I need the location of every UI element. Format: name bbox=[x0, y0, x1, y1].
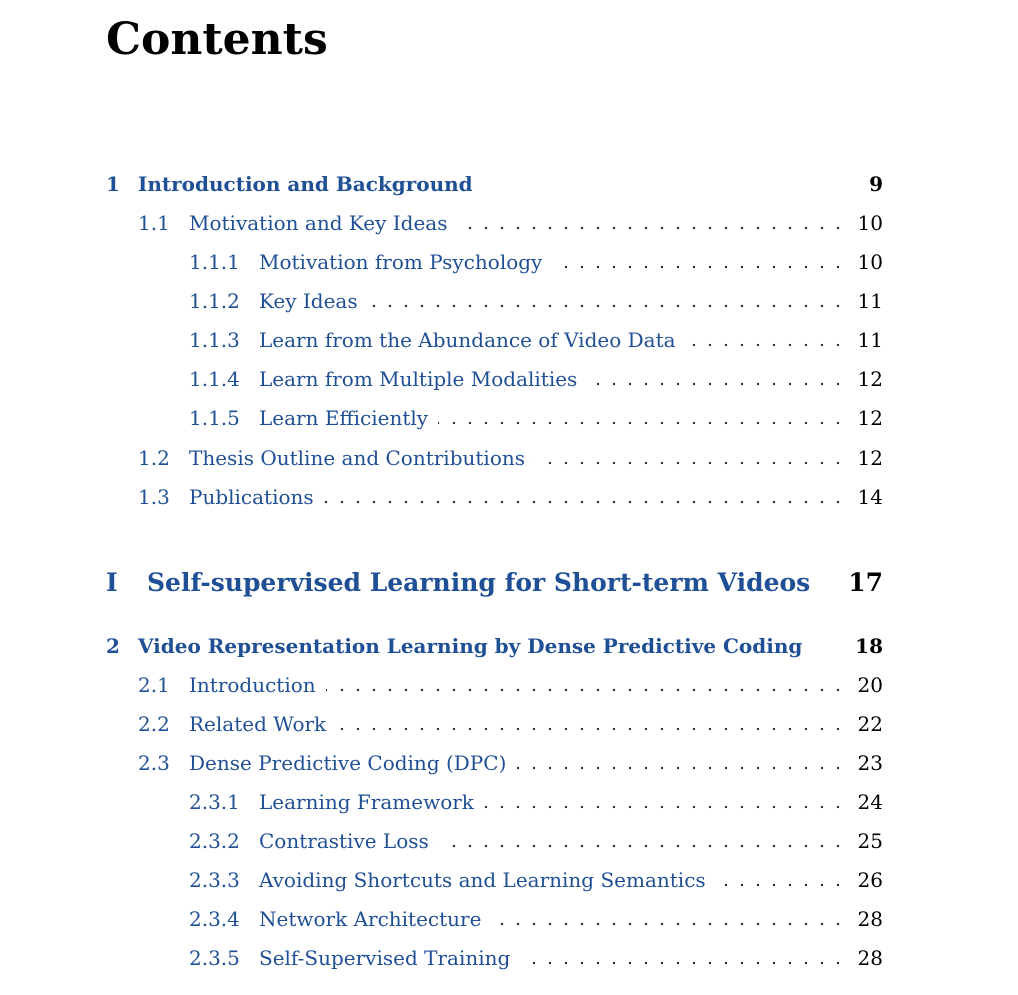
toc-title: Avoiding Shortcuts and Learning Semantics bbox=[259, 868, 706, 892]
toc-subsection-1-1-5[interactable] bbox=[0, 403, 1018, 433]
toc-title: Video Representation Learning by Dense Predictive Coding bbox=[138, 634, 803, 658]
toc-page-number: 25 bbox=[857, 829, 883, 853]
toc-leader-dots bbox=[324, 482, 846, 512]
toc-title: Learn from Multiple Modalities bbox=[259, 367, 578, 391]
toc-section-1-3[interactable] bbox=[0, 482, 1018, 512]
toc-leader-dots bbox=[336, 709, 846, 739]
toc-subsection-1-1-2[interactable] bbox=[0, 286, 1018, 316]
toc-leader-dots bbox=[716, 865, 846, 895]
toc-page-number: 12 bbox=[857, 406, 883, 430]
toc-title: Introduction bbox=[189, 673, 316, 697]
toc-subsection-1-1-3[interactable] bbox=[0, 325, 1018, 355]
toc-subsection-2-3-4[interactable] bbox=[0, 904, 1018, 934]
toc-leader-dots bbox=[438, 403, 846, 433]
toc-number: 2.3.5 bbox=[189, 946, 240, 970]
toc-section-1-1[interactable] bbox=[0, 208, 1018, 238]
toc-number: I bbox=[106, 568, 118, 597]
toc-page-number: 26 bbox=[857, 868, 883, 892]
toc-page-number: 10 bbox=[857, 211, 883, 235]
toc-section-1-2[interactable] bbox=[0, 443, 1018, 473]
toc-number: 1.1.3 bbox=[189, 328, 240, 352]
toc-number: 1.3 bbox=[138, 485, 170, 509]
toc-number: 2 bbox=[106, 634, 120, 658]
toc-number: 2.3.4 bbox=[189, 907, 240, 931]
toc-page-number: 28 bbox=[857, 946, 883, 970]
toc-title: Publications bbox=[189, 485, 314, 509]
page-title: Contents bbox=[106, 14, 328, 65]
toc-title: Motivation from Psychology bbox=[259, 250, 543, 274]
toc-title: Learning Framework bbox=[259, 790, 474, 814]
toc-number: 2.3 bbox=[138, 751, 170, 775]
toc-number: 1.1.1 bbox=[189, 250, 240, 274]
toc-page-number: 14 bbox=[857, 485, 883, 509]
toc-page-number: 18 bbox=[855, 634, 883, 658]
toc-number: 1.1.4 bbox=[189, 367, 240, 391]
toc-leader-dots bbox=[484, 787, 846, 817]
toc-title: Network Architecture bbox=[259, 907, 482, 931]
toc-page-number: 17 bbox=[848, 568, 883, 597]
toc-title: Learn from the Abundance of Video Data bbox=[259, 328, 676, 352]
toc-number: 1.1.2 bbox=[189, 289, 240, 313]
toc-page-number: 10 bbox=[857, 250, 883, 274]
toc-leader-dots bbox=[587, 364, 846, 394]
toc-section-2-3[interactable] bbox=[0, 748, 1018, 778]
toc-leader-dots bbox=[457, 208, 846, 238]
toc-subsection-1-1-4[interactable] bbox=[0, 364, 1018, 394]
toc-page-number: 23 bbox=[857, 751, 883, 775]
toc-number: 1 bbox=[106, 172, 120, 196]
toc-part-i[interactable] bbox=[0, 568, 1018, 600]
toc-title: Contrastive Loss bbox=[259, 829, 429, 853]
toc-number: 2.2 bbox=[138, 712, 170, 736]
toc-leader-dots bbox=[535, 443, 846, 473]
toc-number: 1.1.5 bbox=[189, 406, 240, 430]
toc-leader-dots bbox=[552, 247, 846, 277]
toc-title: Introduction and Background bbox=[138, 172, 473, 196]
toc-leader-dots bbox=[326, 670, 846, 700]
toc-number: 2.3.1 bbox=[189, 790, 240, 814]
toc-leader-dots bbox=[491, 904, 846, 934]
toc-number: 2.1 bbox=[138, 673, 170, 697]
toc-subsection-2-3-5[interactable] bbox=[0, 943, 1018, 973]
toc-section-2-1[interactable] bbox=[0, 670, 1018, 700]
toc-title: Thesis Outline and Contributions bbox=[189, 446, 526, 470]
toc-page-number: 9 bbox=[869, 172, 883, 196]
toc-page-number: 12 bbox=[857, 446, 883, 470]
toc-subsection-2-3-2[interactable] bbox=[0, 826, 1018, 856]
toc-page-number: 12 bbox=[857, 367, 883, 391]
toc-page-number: 11 bbox=[857, 289, 883, 313]
toc-title: Dense Predictive Coding (DPC) bbox=[189, 751, 507, 775]
toc-title: Learn Efficiently bbox=[259, 406, 429, 430]
toc-leader-dots bbox=[520, 943, 846, 973]
toc-page-number: 28 bbox=[857, 907, 883, 931]
toc-number: 1.2 bbox=[138, 446, 170, 470]
toc-number: 2.3.3 bbox=[189, 868, 240, 892]
toc-chapter-1[interactable] bbox=[0, 169, 1018, 199]
toc-leader-dots bbox=[516, 748, 846, 778]
toc-page-number: 11 bbox=[857, 328, 883, 352]
toc-chapter-2[interactable] bbox=[0, 631, 1018, 661]
toc-section-2-2[interactable] bbox=[0, 709, 1018, 739]
toc-title: Self-Supervised Training bbox=[259, 946, 511, 970]
toc-number: 1.1 bbox=[138, 211, 170, 235]
toc-subsection-1-1-1[interactable] bbox=[0, 247, 1018, 277]
toc-subsection-2-3-3[interactable] bbox=[0, 865, 1018, 895]
toc-title: Key Ideas bbox=[259, 289, 358, 313]
toc-leader-dots bbox=[439, 826, 846, 856]
toc-leader-dots bbox=[368, 286, 846, 316]
toc-subsection-2-3-1[interactable] bbox=[0, 787, 1018, 817]
toc-leader-dots bbox=[686, 325, 846, 355]
toc-title: Self-supervised Learning for Short-term Videos bbox=[147, 568, 811, 597]
toc-page-number: 22 bbox=[857, 712, 883, 736]
toc-title: Motivation and Key Ideas bbox=[189, 211, 448, 235]
toc-page-number: 20 bbox=[857, 673, 883, 697]
toc-page-number: 24 bbox=[857, 790, 883, 814]
toc-number: 2.3.2 bbox=[189, 829, 240, 853]
toc-title: Related Work bbox=[189, 712, 327, 736]
